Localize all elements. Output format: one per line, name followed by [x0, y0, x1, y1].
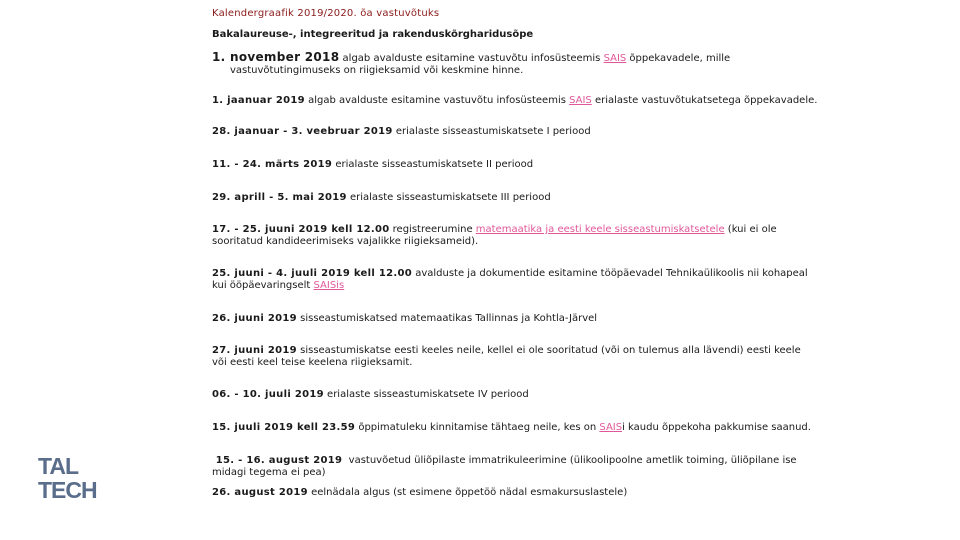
schedule-entry	[212, 51, 852, 77]
schedule-entry	[212, 455, 852, 479]
entry-date: 1. jaanuar 2019	[212, 95, 305, 106]
entry-text: sisseastumiskatse eesti keeles neile, kellel ei ole sooritatud (või on tulemus alla lävendi) eesti keele	[296, 345, 801, 356]
entry-date: 26. august 2019	[212, 487, 308, 498]
schedule-entry	[212, 345, 852, 369]
entry-text: erialaste sisseastumiskatsete IV periood	[323, 389, 529, 400]
entry-text: algab avalduste esitamine vastuvõtu infosüsteemis	[304, 95, 570, 106]
sais-link[interactable]: SAIS	[599, 422, 623, 433]
entry-date: 17. - 25. juuni 2019 kell 12.00	[212, 224, 390, 235]
entry-text-line2: midagi tegema ei pea)	[212, 467, 326, 478]
document-subtitle: Bakalaureuse-, integreeritud ja rakenduskõrgharidusõpe	[212, 29, 534, 40]
entry-date: 29. aprill - 5. mai 2019	[212, 192, 347, 203]
entry-date: 15. juuli 2019 kell 23.59	[212, 422, 356, 433]
taltech-logo-mark	[38, 454, 120, 500]
schedule-entry	[212, 487, 852, 499]
schedule-entry	[212, 224, 852, 248]
exam-registration-link[interactable]: matemaatika ja eesti keele sisseastumiskatsetele	[475, 224, 725, 235]
entry-date: 26. juuni 2019	[212, 313, 297, 324]
logo-line2: TECH	[38, 477, 97, 500]
entry-text-cont: (kui ei ole	[724, 224, 777, 235]
entry-text-line2: vastuvõtutingimuseks on riigieksamid või keskmine hinne.	[230, 65, 524, 76]
entry-date: 06. - 10. juuli 2019	[212, 389, 324, 400]
entry-date: 11. - 24. märts 2019	[212, 159, 333, 170]
entry-date: 25. juuni - 4. juuli 2019 kell 12.00	[212, 268, 413, 279]
entry-date: 15. - 16. august 2019	[212, 455, 343, 466]
entry-text: erialaste sisseastumiskatsete II periood	[332, 159, 534, 170]
entry-text: vastuvõetud üliõpilaste immatrikuleerimine (ülikoolipoolne ametlik toiming, üliõpilane ise	[342, 455, 797, 466]
entry-text: erialaste sisseastumiskatsete III periood	[346, 192, 551, 203]
schedule-entry	[212, 313, 852, 325]
document-title: Kalendergraafik 2019/2020. õa vastuvõtuks	[212, 8, 440, 19]
entry-text-line2: või eesti keel teise keelena riigieksamit.	[212, 357, 413, 368]
entry-text-line2: kui ööpäevaringselt	[212, 280, 314, 291]
entry-text-cont: i kaudu õppekoha pakkumise saanud.	[622, 422, 811, 433]
entry-text: registreerumine	[389, 224, 476, 235]
entry-date: 28. jaanuar - 3. veebruar 2019	[212, 126, 393, 137]
entry-text-cont: õppekavadele, mille	[626, 53, 731, 64]
entry-text: õppimatuleku kinnitamise tähtaeg neile, kes on	[355, 422, 600, 433]
entry-text: algab avalduste esitamine vastuvõtu infosüsteemis	[339, 53, 604, 64]
saisis-link[interactable]: SAISis	[313, 280, 345, 291]
schedule-entry	[212, 422, 852, 434]
entry-text: eelnädala algus (st esimene õppetöö nädal esmakursuslastele)	[307, 487, 628, 498]
schedule-entry	[212, 159, 852, 171]
entry-text: sisseastumiskatsed matemaatikas Tallinnas ja Kohtla-Järvel	[296, 313, 598, 324]
entry-date: 27. juuni 2019	[212, 345, 297, 356]
schedule-entry	[212, 389, 852, 401]
entry-text: avalduste ja dokumentide esitamine tööpäevadel Tehnikaülikoolis nii kohapeal	[412, 268, 808, 279]
sais-link[interactable]: SAIS	[603, 53, 627, 64]
logo-line1: TAL	[38, 454, 79, 479]
schedule-entry	[212, 95, 852, 107]
entry-text-line2: sooritatud kandideerimiseks vajalikke riigieksameid).	[212, 236, 479, 247]
taltech-logo	[38, 454, 120, 500]
sais-link[interactable]: SAIS	[569, 95, 592, 106]
entry-date: 1. november 2018	[212, 50, 340, 64]
schedule-entry	[212, 126, 852, 138]
schedule-entry	[212, 192, 852, 204]
schedule-entry	[212, 268, 852, 292]
entry-text-cont: erialaste vastuvõtukatsetega õppekavadele.	[591, 95, 818, 106]
entry-text: erialaste sisseastumiskatsete I periood	[392, 126, 591, 137]
